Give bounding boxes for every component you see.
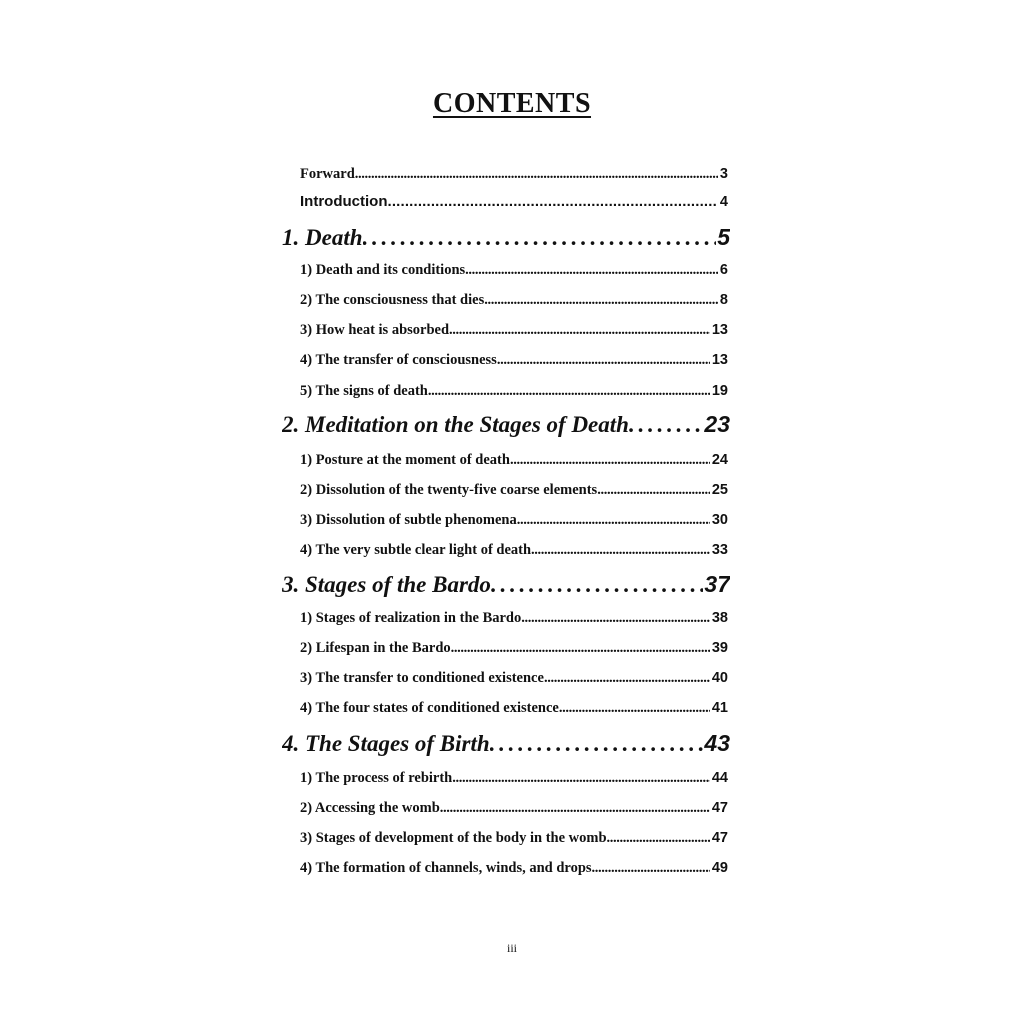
toc-entry-label: 4. The Stages of Birth	[282, 731, 490, 756]
toc-entry-page-number: 41	[711, 700, 728, 716]
toc-entry-label: 3) Dissolution of subtle phenomena	[300, 512, 517, 528]
toc-dot-leader	[491, 572, 703, 598]
toc-entry-label: 4) The transfer of consciousness	[300, 352, 497, 368]
toc-entry-page-number: 24	[711, 452, 728, 468]
toc-dot-leader	[490, 731, 704, 757]
toc-section-entry	[300, 830, 728, 847]
toc-dot-leader	[449, 322, 710, 339]
toc-dot-leader	[521, 610, 710, 627]
toc-entry-page-number: 19	[711, 383, 728, 399]
toc-dot-leader	[497, 352, 710, 369]
toc-entry-page-number: 13	[711, 322, 728, 338]
toc-entry-page-number: 40	[711, 670, 728, 686]
toc-entry-label: 3) Stages of development of the body in the womb	[300, 830, 607, 846]
toc-section-entry	[300, 482, 728, 499]
toc-entry-page-number: 47	[711, 800, 728, 816]
toc-entry-page-number: 38	[711, 610, 728, 626]
toc-entry-page-number: 8	[719, 292, 728, 308]
toc-entry-page-number: 44	[711, 770, 728, 786]
toc-dot-leader	[451, 640, 710, 657]
toc-dot-leader	[510, 452, 710, 469]
toc-section-entry	[300, 542, 728, 559]
toc-dot-leader	[387, 193, 717, 210]
toc-dot-leader	[629, 412, 703, 438]
toc-dot-leader	[465, 262, 718, 279]
toc-entry-page-number: 33	[711, 542, 728, 558]
toc-dot-leader	[597, 482, 710, 499]
toc-entry-label: 2) The consciousness that dies	[300, 292, 485, 308]
toc-entry-label: 5) The signs of death	[300, 383, 428, 399]
toc-section-entry	[300, 383, 728, 400]
toc-entry-label: 1) The process of rebirth	[300, 770, 453, 786]
toc-chapter-entry	[282, 224, 730, 251]
toc-entry-label: 4) The four states of conditioned existence	[300, 700, 559, 716]
toc-entry-page-number: 6	[719, 262, 728, 278]
toc-entry-label: 1) Posture at the moment of death	[300, 452, 510, 468]
toc-section-entry	[300, 670, 728, 687]
toc-entry-page-number: 49	[711, 860, 728, 876]
toc-section-entry	[300, 700, 728, 717]
toc-entry-page-number: 5	[717, 224, 730, 250]
toc-section-entry	[300, 860, 728, 877]
toc-dot-leader	[484, 292, 718, 309]
toc-section-entry	[300, 166, 728, 183]
toc-section-entry	[300, 352, 728, 369]
toc-entry-label: 3. Stages of the Bardo	[282, 572, 491, 597]
toc-section-entry	[300, 640, 728, 657]
toc-entry-label: 4) The very subtle clear light of death	[300, 542, 532, 558]
toc-section-entry	[300, 322, 728, 339]
toc-dot-leader	[559, 700, 710, 717]
toc-section-entry	[300, 800, 728, 817]
toc-entry-page-number: 39	[711, 640, 728, 656]
toc-section-entry	[300, 193, 728, 210]
toc-entry-label: 3) How heat is absorbed	[300, 322, 450, 338]
toc-section-entry	[300, 292, 728, 309]
toc-entry-page-number: 4	[719, 194, 728, 210]
toc-entry-label: 2. Meditation on the Stages of Death	[282, 412, 629, 437]
page-title-text: CONTENTS	[432, 88, 592, 119]
toc-entry-page-number: 3	[719, 166, 728, 182]
toc-dot-leader	[592, 860, 710, 877]
toc-dot-leader	[517, 512, 710, 529]
footer-page-number: iii	[506, 941, 517, 955]
toc-entry-page-number: 30	[711, 512, 728, 528]
toc-dot-leader	[452, 770, 710, 787]
toc-chapter-entry	[282, 730, 730, 757]
toc-entry-label: 1. Death	[282, 225, 363, 250]
toc-entry-label: 2) Lifespan in the Bardo	[300, 640, 451, 656]
toc-entry-label: Forward	[300, 166, 355, 182]
toc-section-entry	[300, 770, 728, 787]
toc-entry-label: 2) Accessing the womb	[300, 800, 440, 816]
toc-dot-leader	[607, 830, 710, 847]
toc-section-entry	[300, 262, 728, 279]
toc-entry-label: 3) The transfer to conditioned existence	[300, 670, 544, 686]
toc-entry-label: 1) Stages of realization in the Bardo	[300, 610, 522, 626]
toc-chapter-entry	[282, 571, 730, 598]
toc-dot-leader	[531, 542, 710, 559]
toc-entry-page-number: 25	[711, 482, 728, 498]
toc-entry-label: 2) Dissolution of the twenty-five coarse elements	[300, 482, 598, 498]
toc-entry-page-number: 43	[704, 730, 730, 756]
toc-dot-leader	[363, 225, 717, 251]
toc-dot-leader	[355, 166, 718, 183]
toc-section-entry	[300, 452, 728, 469]
toc-entry-page-number: 23	[704, 411, 730, 437]
toc-dot-leader	[428, 383, 710, 400]
toc-entry-page-number: 47	[711, 830, 728, 846]
toc-section-entry	[300, 512, 728, 529]
toc-entry-label: Introduction	[300, 193, 388, 210]
toc-entry-page-number: 13	[711, 352, 728, 368]
toc-entry-label: 1) Death and its conditions	[300, 262, 466, 278]
toc-section-entry	[300, 610, 728, 627]
toc-dot-leader	[544, 670, 710, 687]
toc-entry-label: 4) The formation of channels, winds, and drops	[300, 860, 592, 876]
toc-entry-page-number: 37	[704, 571, 730, 597]
toc-chapter-entry	[282, 411, 730, 438]
toc-dot-leader	[440, 800, 710, 817]
